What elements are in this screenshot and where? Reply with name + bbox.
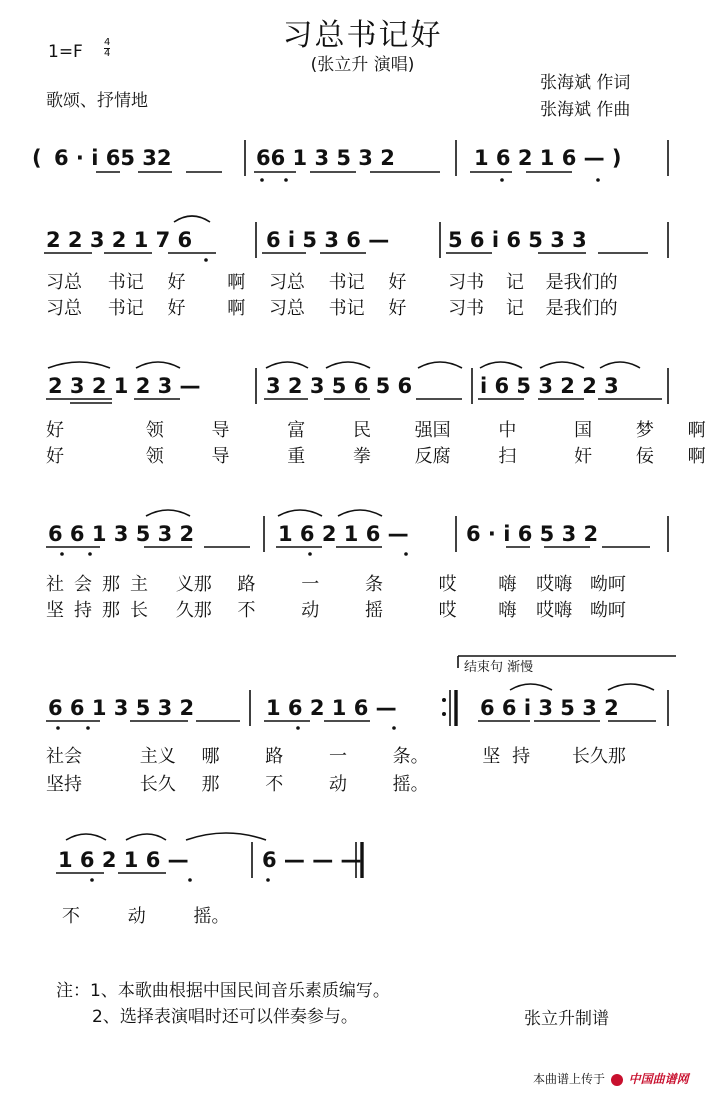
- slur: [266, 362, 308, 368]
- octave-dot: [204, 258, 208, 262]
- slur: [510, 684, 552, 690]
- lyric: 书记: [328, 298, 365, 319]
- slur: [66, 834, 106, 840]
- meter-bottom: 4: [104, 48, 111, 59]
- lyric: 好: [46, 446, 64, 467]
- lyric: 好: [388, 298, 407, 319]
- slur: [338, 510, 382, 516]
- lyric: 领: [145, 420, 164, 441]
- lyric: 摇。: [392, 774, 429, 795]
- lyric: 民: [352, 420, 371, 441]
- lyric: 哪: [201, 746, 220, 767]
- row2-measure-3: 5 6 i 6 5 3 3: [448, 228, 587, 252]
- lyric: 中: [498, 420, 517, 441]
- lyric: 扫: [498, 446, 517, 467]
- octave-dot: [392, 726, 396, 730]
- lyric: 记: [505, 298, 524, 319]
- lyric: 动: [127, 906, 146, 927]
- lyric: 不: [237, 600, 256, 621]
- intro-measure-1: 6 · i 65 32: [54, 146, 172, 170]
- row5-measure-1: 6 6 1 3 5 3 2: [48, 696, 195, 720]
- lyric: 义那: [175, 574, 212, 595]
- lyric: 呦呵: [589, 574, 626, 595]
- slur: [174, 216, 210, 222]
- lyric: 那: [201, 774, 220, 795]
- lyric: 好: [167, 298, 186, 319]
- row5-measure-2: 1 6 2 1 6 —: [266, 696, 397, 720]
- octave-dot: [266, 878, 270, 882]
- octave-dot: [296, 726, 300, 730]
- intro-measure-3: 1 6 2 1 6 — ): [474, 146, 622, 170]
- lyric: 习总: [268, 298, 305, 319]
- lyric: 路: [237, 574, 256, 595]
- row3-measure-3: i 6 5 3 2 2 3: [480, 374, 619, 398]
- lyric: 社会那主: [46, 574, 158, 595]
- meter-top: 4: [104, 37, 111, 48]
- slur: [608, 684, 654, 690]
- lyric: 重: [287, 446, 306, 467]
- slur: [126, 834, 166, 840]
- lyric: 路: [265, 746, 284, 767]
- slur: [186, 833, 266, 840]
- row4-measure-1: 6 6 1 3 5 3 2: [48, 522, 195, 546]
- lyric: 是我们的: [545, 272, 618, 293]
- lyric: 坚持那长: [46, 600, 158, 621]
- lyric: 拳: [352, 446, 371, 467]
- row2-measure-1: 2 2 3 2 1 7 6: [46, 228, 193, 252]
- row4-measure-2: 1 6 2 1 6 —: [278, 522, 409, 546]
- lyric: 摇。: [193, 906, 230, 927]
- lyric: 动: [328, 774, 347, 795]
- lyric: 好: [46, 420, 64, 441]
- octave-dot: [308, 552, 312, 556]
- lyric: 啊: [227, 298, 246, 319]
- lyric: 习书: [448, 298, 485, 319]
- lyric: 摇: [364, 600, 383, 621]
- slur: [600, 362, 640, 368]
- lyric: 一: [328, 746, 347, 767]
- key-signature: 1=F: [48, 42, 83, 62]
- lyric: 书记: [107, 298, 144, 319]
- lyric: 一: [301, 574, 320, 595]
- lyric: 好: [167, 272, 186, 293]
- lyric: 啊: [687, 420, 706, 441]
- lyric: 不: [62, 906, 80, 927]
- lyric: 长久那: [571, 746, 626, 767]
- row6-measure-2: 6 — — —: [262, 848, 362, 872]
- octave-dot: [404, 552, 408, 556]
- footnote-2: 2、选择表演唱时还可以伴奏参与。: [92, 1007, 358, 1027]
- lyric: 习总: [46, 272, 82, 293]
- slur: [146, 510, 190, 516]
- slur: [278, 510, 322, 516]
- lyric: 导: [211, 420, 230, 441]
- lyric: 长久: [139, 774, 176, 795]
- lyric: 哎: [438, 574, 457, 595]
- lyric: 佞: [635, 446, 654, 467]
- lyric: 国: [574, 420, 593, 441]
- lyric: 哎嗨: [536, 600, 573, 621]
- lyric: 好: [388, 272, 407, 293]
- lyric: 哎: [438, 600, 457, 621]
- arranger-credit: 张立升制谱: [524, 1009, 609, 1029]
- row2-measure-2: 6 i 5 3 6 —: [266, 228, 390, 252]
- performer-subtitle: (张立升 演唱): [310, 55, 415, 75]
- slur: [136, 362, 180, 368]
- lyric: 强国: [414, 420, 451, 441]
- lyric: 持: [512, 746, 531, 767]
- octave-dot: [284, 178, 288, 182]
- octave-dot: [596, 178, 600, 182]
- lyric: 不: [265, 774, 284, 795]
- lyric: 习总: [268, 272, 305, 293]
- lyric: 嗨: [498, 574, 517, 595]
- row4-measure-3: 6 · i 6 5 3 2: [466, 522, 599, 546]
- octave-dot: [188, 878, 192, 882]
- lyric: 哎嗨: [536, 574, 573, 595]
- lyric: 条。: [392, 746, 429, 767]
- lyric: 习书: [448, 272, 485, 293]
- lyric: 书记: [107, 272, 144, 293]
- row3-measure-2: 3 2 3 5 6 5 6: [266, 374, 413, 398]
- performance-style: 歌颂、抒情地: [46, 91, 148, 111]
- octave-dot: [88, 552, 92, 556]
- site-name: 中国曲谱网: [628, 1072, 689, 1086]
- lyric: 呦呵: [589, 600, 626, 621]
- lyric: 主义: [139, 746, 176, 767]
- octave-dot: [260, 178, 264, 182]
- row5-measure-3: 6 6 i 3 5 3 2: [480, 696, 619, 720]
- lyric: 富: [287, 420, 306, 441]
- lyric: 反腐: [414, 446, 451, 467]
- repeat-dot: [442, 698, 446, 702]
- lyric: 导: [211, 446, 230, 467]
- lyric: 社会: [46, 746, 82, 767]
- lyric: 啊: [687, 446, 706, 467]
- row6-measure-1: 1 6 2 1 6 —: [58, 848, 189, 872]
- slur: [480, 362, 522, 368]
- lyric: 是我们的: [545, 298, 618, 319]
- lyric: 动: [301, 600, 320, 621]
- intro-measure-2: 66 1 3 5 3 2: [256, 146, 395, 170]
- lyric: 久那: [175, 600, 212, 621]
- lyric: 坚: [482, 746, 501, 767]
- lyric: 习总: [46, 298, 82, 319]
- slur: [540, 362, 584, 368]
- ending-label: 结束句 渐慢: [464, 660, 534, 675]
- slur: [326, 362, 370, 368]
- intro-open-paren: (: [32, 146, 42, 170]
- lyric: 啊: [227, 272, 246, 293]
- octave-dot: [90, 878, 94, 882]
- octave-dot: [60, 552, 64, 556]
- octave-dot: [86, 726, 90, 730]
- footnote-1: 注：1、本歌曲根据中国民间音乐素质编写。: [56, 981, 390, 1001]
- lyric: 梦: [635, 420, 654, 441]
- lyric: 坚持: [46, 774, 82, 795]
- octave-dot: [56, 726, 60, 730]
- slur: [48, 362, 110, 368]
- lyric: 条: [364, 574, 383, 595]
- lyric: 奸: [574, 446, 593, 467]
- lyric: 记: [505, 272, 524, 293]
- lyric: 嗨: [498, 600, 517, 621]
- lyric: 领: [145, 446, 164, 467]
- composer-credit: 张海斌 作曲: [540, 100, 631, 120]
- song-title: 习总书记好: [282, 18, 443, 53]
- row3-measure-1: 2 3 2 1 2 3 —: [48, 374, 201, 398]
- slur: [418, 362, 462, 368]
- repeat-dot: [442, 712, 446, 716]
- lyricist-credit: 张海斌 作词: [540, 73, 631, 93]
- upload-label: 本曲谱上传于: [533, 1072, 606, 1086]
- octave-dot: [500, 178, 504, 182]
- lyric: 书记: [328, 272, 365, 293]
